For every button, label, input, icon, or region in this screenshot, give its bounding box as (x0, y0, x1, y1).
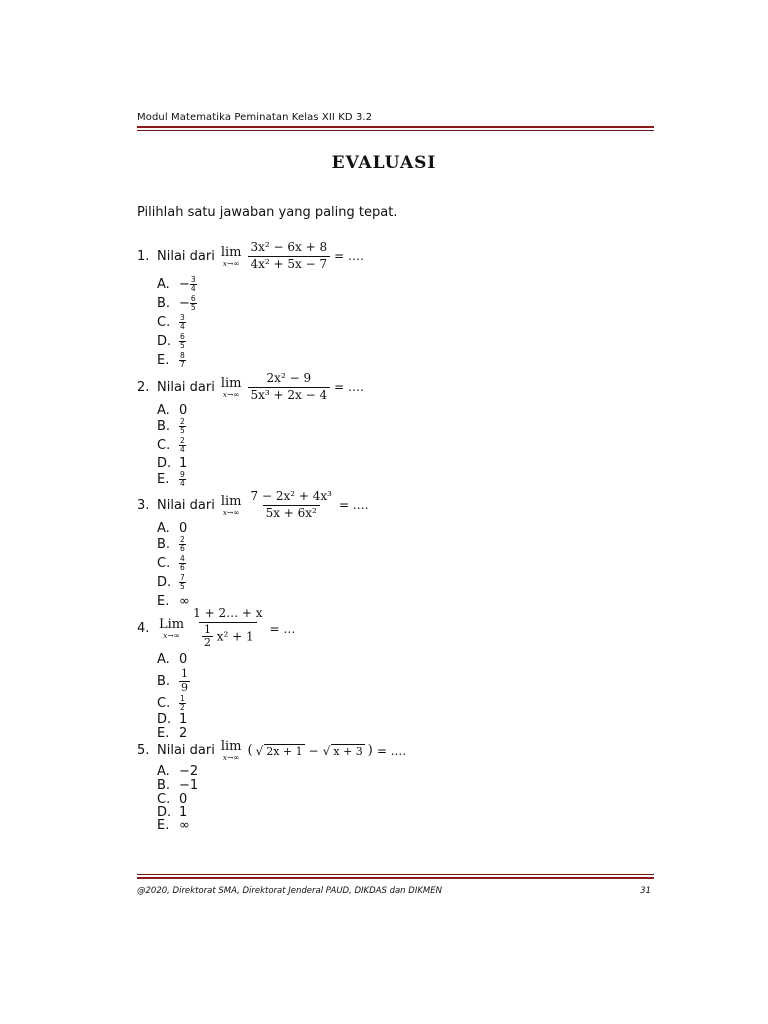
header-rule-thin (137, 130, 654, 131)
footer-copyright: @2020, Direktorat SMA, Direktorat Jenderal PAUD, DIKDAS dan DIKMEN (137, 886, 442, 896)
fraction-numerator: 1 + 2… + x (193, 606, 263, 620)
question-prefix: Nilai dari (157, 743, 215, 759)
option-4a[interactable]: A. 0 (157, 652, 188, 667)
question-3 (137, 490, 369, 521)
fraction-denominator: 5x + 6x² (263, 505, 320, 521)
page-number: 31 (640, 886, 651, 896)
page-title: EVALUASI (331, 153, 437, 173)
fraction-numerator: 7 − 2x² + 4x³ (250, 489, 332, 503)
question-prefix: Nilai dari (157, 248, 215, 264)
instruction-text: Pilihlah satu jawaban yang paling tepat. (137, 205, 398, 220)
module-header: Modul Matematika Peminatan Kelas XII KD 3.2 (137, 112, 373, 123)
footer-rule-thin (137, 874, 654, 875)
limit-fraction (248, 241, 331, 272)
close-paren: ) (367, 743, 373, 759)
option-1a[interactable]: A. − $\frac{3}{4}$ (157, 275, 196, 293)
question-prefix: Nilai dari (157, 379, 215, 395)
option-4c[interactable]: C. 1 2 (157, 694, 185, 712)
option-2b[interactable]: B. 2 5 (157, 417, 185, 435)
limit-fraction (190, 607, 265, 650)
question-5 (137, 740, 406, 762)
nested-fraction: $\frac{1}{2}$ (203, 622, 211, 650)
option-5b[interactable]: B. −1 (157, 778, 199, 793)
question-number: 1. (137, 248, 150, 264)
option-2a[interactable]: A. 0 (157, 403, 188, 418)
option-3e[interactable]: E. ∞ (157, 594, 190, 609)
question-number: 4. (137, 621, 150, 637)
option-4d[interactable]: D. 1 (157, 712, 188, 727)
sqrt-icon: √ (255, 743, 264, 758)
minus-sign: − (308, 743, 319, 758)
option-3d[interactable]: D. 7 5 (157, 573, 185, 591)
limit-fraction (248, 490, 335, 521)
option-5c[interactable]: C. 0 (157, 792, 188, 807)
option-2d[interactable]: D. 1 (157, 456, 188, 471)
option-3b[interactable]: B. 2 6 (157, 535, 185, 553)
question-number: 5. (137, 743, 150, 759)
question-suffix: = .... (376, 743, 407, 758)
limit-operator: lim x→∞ (220, 739, 242, 762)
question-suffix: = …. (334, 249, 364, 264)
option-3a[interactable]: A. 0 (157, 521, 188, 536)
option-5d[interactable]: D. 1 (157, 805, 188, 820)
option-4b[interactable]: B. 1 9 (157, 667, 188, 694)
fraction-denominator: $\frac{1}{2}$ x² + 1 (199, 622, 257, 650)
option-1c[interactable]: C. 3 4 (157, 313, 185, 331)
question-1 (137, 241, 364, 272)
option-1e[interactable]: E. 8 7 (157, 351, 185, 369)
limit-operator: lim x→∞ (220, 375, 242, 399)
question-2 (137, 372, 364, 403)
header-rule-thick (137, 126, 654, 128)
question-prefix: Nilai dari (157, 497, 215, 513)
option-1d[interactable]: D. 6 5 (157, 332, 185, 350)
option-2e[interactable]: E. 9 4 (157, 470, 185, 488)
option-1b[interactable]: B. − $\frac{6}{5}$ (157, 294, 196, 312)
limit-fraction (248, 372, 331, 403)
question-4 (137, 607, 295, 650)
footer-rule-thick (137, 877, 654, 879)
limit-operator: Lim x→∞ (159, 616, 185, 640)
option-4e[interactable]: E. 2 (157, 726, 188, 741)
fraction-numerator: 3x² − 6x + 8 (250, 240, 328, 254)
fraction-denominator: 4x² + 5x − 7 (248, 256, 331, 272)
option-3c[interactable]: C. 4 6 (157, 554, 185, 572)
option-5e[interactable]: E. ∞ (157, 818, 190, 833)
sqrt-icon: √ (322, 743, 331, 758)
question-number: 2. (137, 379, 150, 395)
radicand-1: 2x + 1 (266, 744, 303, 758)
question-suffix: = …. (338, 498, 369, 513)
question-suffix: = … (269, 621, 296, 636)
question-suffix: = …. (334, 380, 364, 395)
limit-operator: lim x→∞ (220, 493, 242, 517)
question-number: 3. (137, 497, 150, 513)
radicand-2: x + 3 (333, 744, 363, 758)
fraction-numerator: 2x² − 9 (266, 371, 312, 385)
fraction-denominator: 5x³ + 2x − 4 (248, 387, 331, 403)
limit-operator: lim x→∞ (220, 244, 242, 268)
open-paren: ( (247, 743, 253, 759)
option-2c[interactable]: C. 2 4 (157, 436, 185, 454)
option-5a[interactable]: A. −2 (157, 764, 199, 779)
